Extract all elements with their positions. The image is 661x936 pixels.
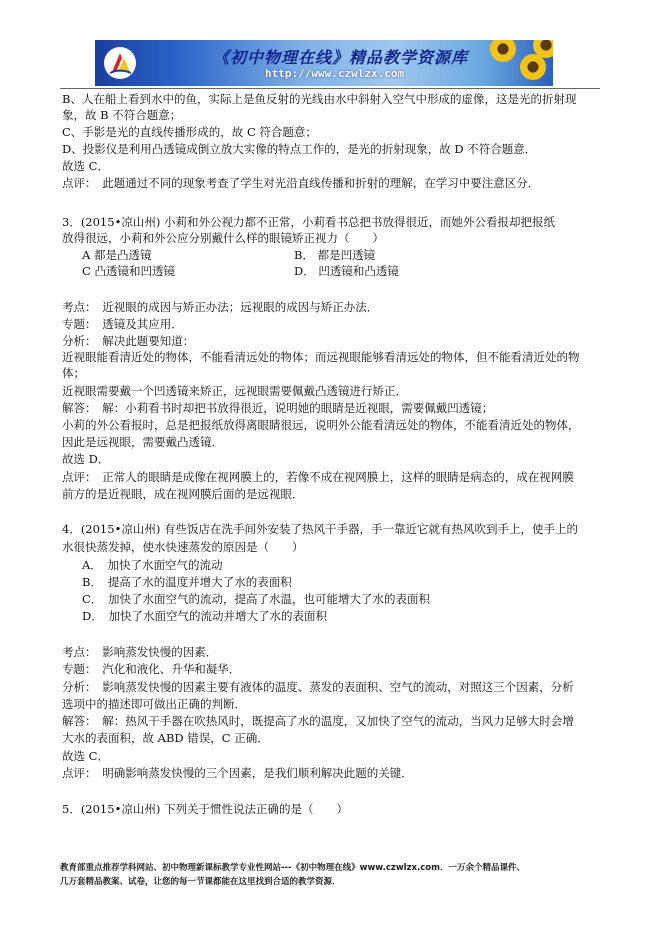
comment-line: 前方的是近视眼，成在视网膜后面的是远视眼． [62, 487, 304, 501]
answer-line: 因此是远视眼，需要戴凸透镜． [62, 435, 223, 449]
option-b: B． 提高了水的温度并增大了水的表面积 [82, 575, 292, 589]
text-line: 点评： 此题通过不同的现象考查了学生对光沿直线传播和折射的理解，在学习中要注意区分． [62, 176, 540, 190]
banner-url[interactable]: http://www.czwlzx.com [265, 67, 405, 80]
header-divider [60, 88, 600, 89]
option-a: A． 加快了水面空气的流动 [82, 558, 223, 572]
analysis-line: 体； [62, 366, 85, 380]
analysis-line: 考点： 近视眼的成因与矫正办法；远视眼的成因与矫正办法． [62, 300, 379, 314]
option-d: D． 凹透镜和凸透镜 [294, 264, 399, 278]
option-d: D． 加快了水面空气的流动并增大了水的表面积 [82, 609, 327, 623]
analysis-line: 专题： 汽化和液化、升华和凝华． [62, 662, 241, 676]
option-b: B． 都是凹透镜 [294, 248, 376, 262]
text-line: C、手影是光的直线传播形成的，故 C 符合题意； [62, 125, 317, 139]
footer-line: 几万套精品教案、试卷，让您的每一节课都能在这里找到合适的教学资源． [60, 877, 341, 887]
text-line: D、投影仪是利用凸透镜成倒立放大实像的特点工作的，是光的折射现象，故 D 不符合题意． [62, 142, 537, 156]
analysis-line: 专题： 透镜及其应用． [62, 317, 183, 331]
text-line: 象，故 B 不符合题意； [62, 108, 182, 122]
answer-line: 大水的表面积，故 ABD 错误，C 正确． [62, 731, 269, 745]
comment-line: 点评： 正常人的眼睛是成像在视网膜上的，若像不成在视网膜上，这样的眼睛是病态的，成在视网膜 [62, 470, 574, 484]
analysis-line: 近视眼能看清近处的物体，不能看清远处的物体；而远视眼能够看清远处的物体，但不能看清近处的物 [62, 350, 580, 364]
analysis-line: 近视眼需要戴一个凹透镜来矫正，远视眼需要佩戴凸透镜进行矫正． [62, 384, 407, 398]
site-logo-icon [103, 46, 137, 80]
analysis-line: 选项中的描述即可做出正确的判断． [62, 697, 246, 711]
analysis-line: 分析： 影响蒸发快慢的因素主要有液体的温度、蒸发的表面积、空气的流动，对照这三个因素，分析 [62, 680, 574, 694]
analysis-line: 分析： 解决此题要知道： [62, 334, 195, 348]
text-line: 故选 C． [62, 159, 109, 173]
option-c: C 凸透镜和凹透镜 [82, 264, 175, 278]
sunflower-icon [490, 40, 516, 62]
question-stem: 4．(2015•凉山州) 有些饭店在洗手间外安装了热风干手器，手一靠近它就有热风吹到手上，使手上的 [62, 522, 578, 536]
comment-line: 点评： 明确影响蒸发快慢的三个因素，是我们顺利解决此题的关键． [62, 766, 413, 780]
option-c: C． 加快了水面空气的流动，提高了水温，也可能增大了水的表面积 [82, 592, 431, 606]
answer-line: 故选 D． [62, 452, 110, 466]
footer-line: 教育部重点推荐学科网站、初中物理新课标教学专业性网站---《初中物理在线》www.czwlzx.com．一万余个精品课件、 [60, 863, 525, 873]
question-stem: 水很快蒸发掉，使水快速蒸发的原因是（ ） [62, 540, 304, 554]
answer-line: 小莉的外公看报时，总是把报纸放得离眼睛很远，说明外公能看清远处的物体，不能看清近处的物体， [62, 418, 580, 432]
question-stem: 放得很远，小莉和外公应分别戴什么样的眼镜矫正视力（ ） [62, 231, 384, 245]
question-stem: 3．(2015•凉山州) 小莉和外公视力都不正常，小莉看书总把书放得很近，而她外公看报却把报纸 [62, 215, 555, 229]
option-a: A 都是凸透镜 [82, 248, 152, 262]
answer-line: 解答： 解：小莉看书时却把书放得很近，说明她的眼睛是近视眼，需要佩戴凹透镜； [62, 401, 494, 415]
sunflower-icon [520, 54, 546, 80]
question-5-stem: 5．(2015•凉山州) 下列关于惯性说法正确的是（ ） [62, 802, 348, 816]
banner-title: 《初中物理在线》精品教学资源库 [213, 48, 469, 67]
answer-line: 解答： 解：热风干手器在吹热风时，既提高了水的温度，又加快了空气的流动，当风力足够大时会增 [62, 714, 574, 728]
text-line: B、人在船上看到水中的鱼，实际上是鱼反射的光线由水中斜射入空气中形成的虚像，这是光的折射现 [62, 92, 577, 106]
analysis-line: 考点： 影响蒸发快慢的因素． [62, 645, 218, 659]
answer-line: 故选 C． [62, 749, 109, 763]
header-banner [95, 40, 553, 86]
